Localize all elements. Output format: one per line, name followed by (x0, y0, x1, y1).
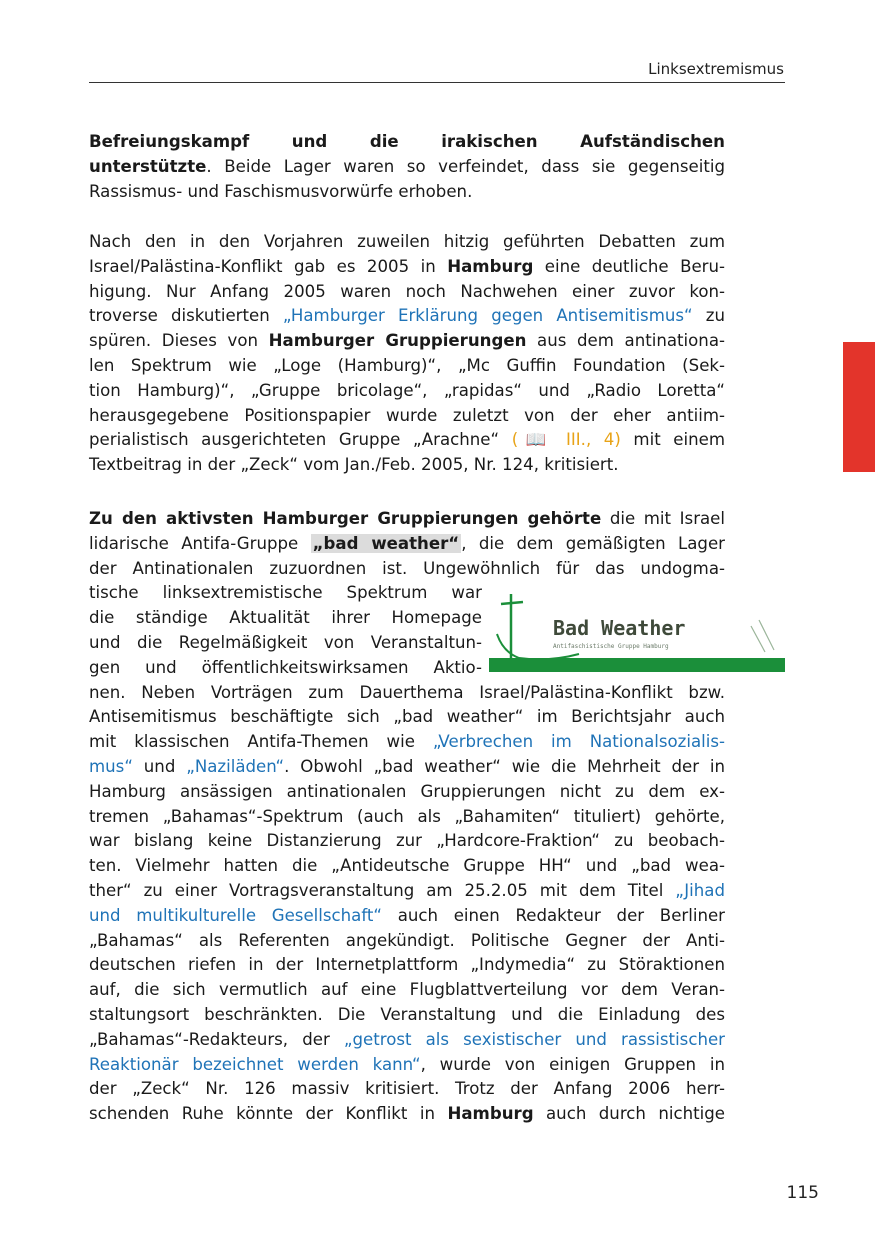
text-span: ther“ zu einer Vortragsveranstaltung am 25.2.05 mit dem Titel (89, 880, 676, 900)
text-span: die mit Israel (609, 509, 725, 528)
text-line (89, 532, 725, 557)
text-line: war bislang keine Distanzierung zur „Hardcore-Fraktion“ zu beobach- (89, 831, 725, 851)
text-line (89, 1053, 725, 1078)
text-span: lidarische Antifa-Gruppe (89, 533, 311, 553)
text-span: zu (692, 306, 725, 326)
highlighted-group-name: „bad weather“ (312, 533, 460, 553)
text-span: mit klassischen Antifa-Themen wie (89, 732, 433, 752)
text-line: der „Zeck“ Nr. 126 massiv kritisiert. Trotz der Anfang 2006 herr- (89, 1079, 725, 1099)
quote-link[interactable]: und multikulturelle Gesellschaft“ (89, 905, 382, 925)
quote-link[interactable]: „Verbrechen im Nationalsozialis- (432, 732, 725, 752)
bold-text: unterstützte (89, 156, 207, 176)
text-line (89, 1102, 725, 1127)
text-line (89, 507, 725, 532)
quote-link[interactable]: Reaktionär bezeichnet werden kann“ (89, 1054, 421, 1074)
page-number: 115 (786, 1183, 819, 1203)
text-line: ten. Vielmehr hatten die „Antideutsche Gruppe HH“ und „bad wea- (89, 856, 725, 876)
text-line (89, 428, 725, 453)
text-line: deutschen riefen in der Internetplattform „Indymedia“ zu Störaktionen (89, 955, 725, 975)
text-span: mit einem (620, 430, 725, 450)
quote-link[interactable]: mus“ (89, 756, 133, 776)
bold-text: Hamburg (447, 1104, 534, 1124)
text-span: und (132, 756, 187, 776)
text-span: eine deutliche Beru- (533, 256, 725, 276)
text-span: auch durch nichtige (533, 1104, 725, 1124)
text-line: Antisemitismus beschäftigte sich „bad weather“ im Berichtsjahr auch (89, 707, 725, 727)
text-line: staltungsort beschränkten. Die Veranstaltung und die Einladung des (89, 1004, 725, 1024)
text-line: herausgegebene Positionspapier wurde zuletzt von der eher antiim- (89, 405, 725, 425)
text-line: die ständige Aktualität ihrer Homepage (89, 608, 482, 628)
text-span: Israel/Palästina-Konflikt gab es 2005 in (89, 256, 448, 276)
text-line: Textbeitrag in der „Zeck“ vom Jan./Feb. 2005, Nr. 124, kritisiert. (89, 455, 619, 475)
text-line (89, 755, 725, 780)
text-span: auch einen Redakteur der Berliner (381, 905, 725, 925)
text-span: . Obwohl „bad weather“ wie die Mehrheit der in (284, 756, 725, 776)
text-line (89, 904, 725, 929)
bold-text: Hamburg (447, 256, 534, 276)
text-line: higung. Nur Anfang 2005 waren noch Nachwehen einer zuvor kon- (89, 281, 725, 301)
text-line: len Spektrum wie „Loge (Hamburg)“, „Mc Guffin Foundation (Sek- (89, 355, 725, 375)
text-span: , wurde von einigen Gruppen in (420, 1054, 725, 1074)
text-line: „Bahamas“ als Referenten angekündigt. Politische Gegner der Anti- (89, 930, 725, 950)
text-line: tremen „Bahamas“-Spektrum (auch als „Bahamiten“ tituliert) gehörte, (89, 806, 725, 826)
logo-subtitle: Antifaschistische Gruppe Hamburg (553, 643, 669, 650)
quote-link[interactable]: „getrost als sexistischer und rassistischer (343, 1029, 725, 1049)
text-line: nen. Neben Vorträgen zum Dauerthema Israel/Palästina-Konflikt bzw. (89, 682, 725, 702)
text-line: der Antinationalen zuzuordnen ist. Ungewöhnlich für das undogma- (89, 558, 725, 578)
text-span: , die dem gemäßigten Lager (461, 533, 725, 553)
quote-link[interactable]: „Jihad (675, 880, 725, 900)
logo-title: Bad Weather (553, 616, 686, 640)
text-line: auf, die sich vermutlich auf eine Flugblattverteilung vor dem Veran- (89, 980, 725, 1000)
running-header-title: Linksextremismus (648, 60, 784, 78)
text-line: und die Regelmäßigkeit von Veranstaltun- (89, 632, 482, 652)
quote-link[interactable]: „Hamburger Erklärung gegen Antisemitismus“ (282, 306, 693, 326)
cross-reference-link[interactable]: (📖 III., 4) (511, 430, 621, 450)
text-span: perialistisch ausgerichteten Gruppe „Arachne“ (89, 430, 512, 450)
text-span: . Beide Lager waren so verfeindet, dass sie gegenseitig (206, 156, 725, 176)
text-line: Rassismus- und Faschismusvorwürfe erhoben. (89, 181, 473, 201)
text-line (89, 304, 725, 329)
bad-weather-logo-graphic (489, 590, 785, 672)
bold-text: Zu den aktivsten Hamburger Gruppierungen gehörte (89, 509, 602, 528)
header-rule (89, 82, 785, 83)
text-line (89, 879, 725, 904)
text-line (89, 1028, 725, 1053)
chapter-tab-marker (843, 342, 875, 472)
text-span: spüren. Dieses von (89, 331, 269, 351)
text-line: gen und öffentlichkeitswirksamen Aktio- (89, 657, 482, 677)
text-line (89, 329, 725, 354)
bad-weather-logo (489, 590, 785, 672)
paragraph-1 (89, 130, 725, 204)
text-span: troverse diskutierten (89, 306, 283, 326)
text-line (89, 255, 725, 280)
text-line: tion Hamburg)“, „Gruppe bricolage“, „rapidas“ und „Radio Loretta“ (89, 380, 725, 400)
text-line: Befreiungskampf und die irakischen Aufständischen (89, 132, 725, 151)
text-line: tische linksextremistische Spektrum war (89, 583, 482, 603)
text-span: aus dem antinationa- (526, 331, 725, 351)
text-span: schenden Ruhe könnte der Konflikt in (89, 1104, 448, 1124)
text-line (89, 730, 725, 755)
text-line: Nach den in den Vorjahren zuweilen hitzig geführten Debatten zum (89, 232, 725, 251)
text-line: Hamburg ansässigen antinationalen Gruppierungen nicht zu dem ex- (89, 781, 725, 801)
text-span: „Bahamas“-Redakteurs, der (89, 1029, 344, 1049)
quote-link[interactable]: „Naziläden“ (186, 756, 285, 776)
paragraph-2 (89, 230, 725, 478)
bold-text: Hamburger Gruppierungen (268, 331, 527, 351)
text-line (89, 155, 725, 180)
